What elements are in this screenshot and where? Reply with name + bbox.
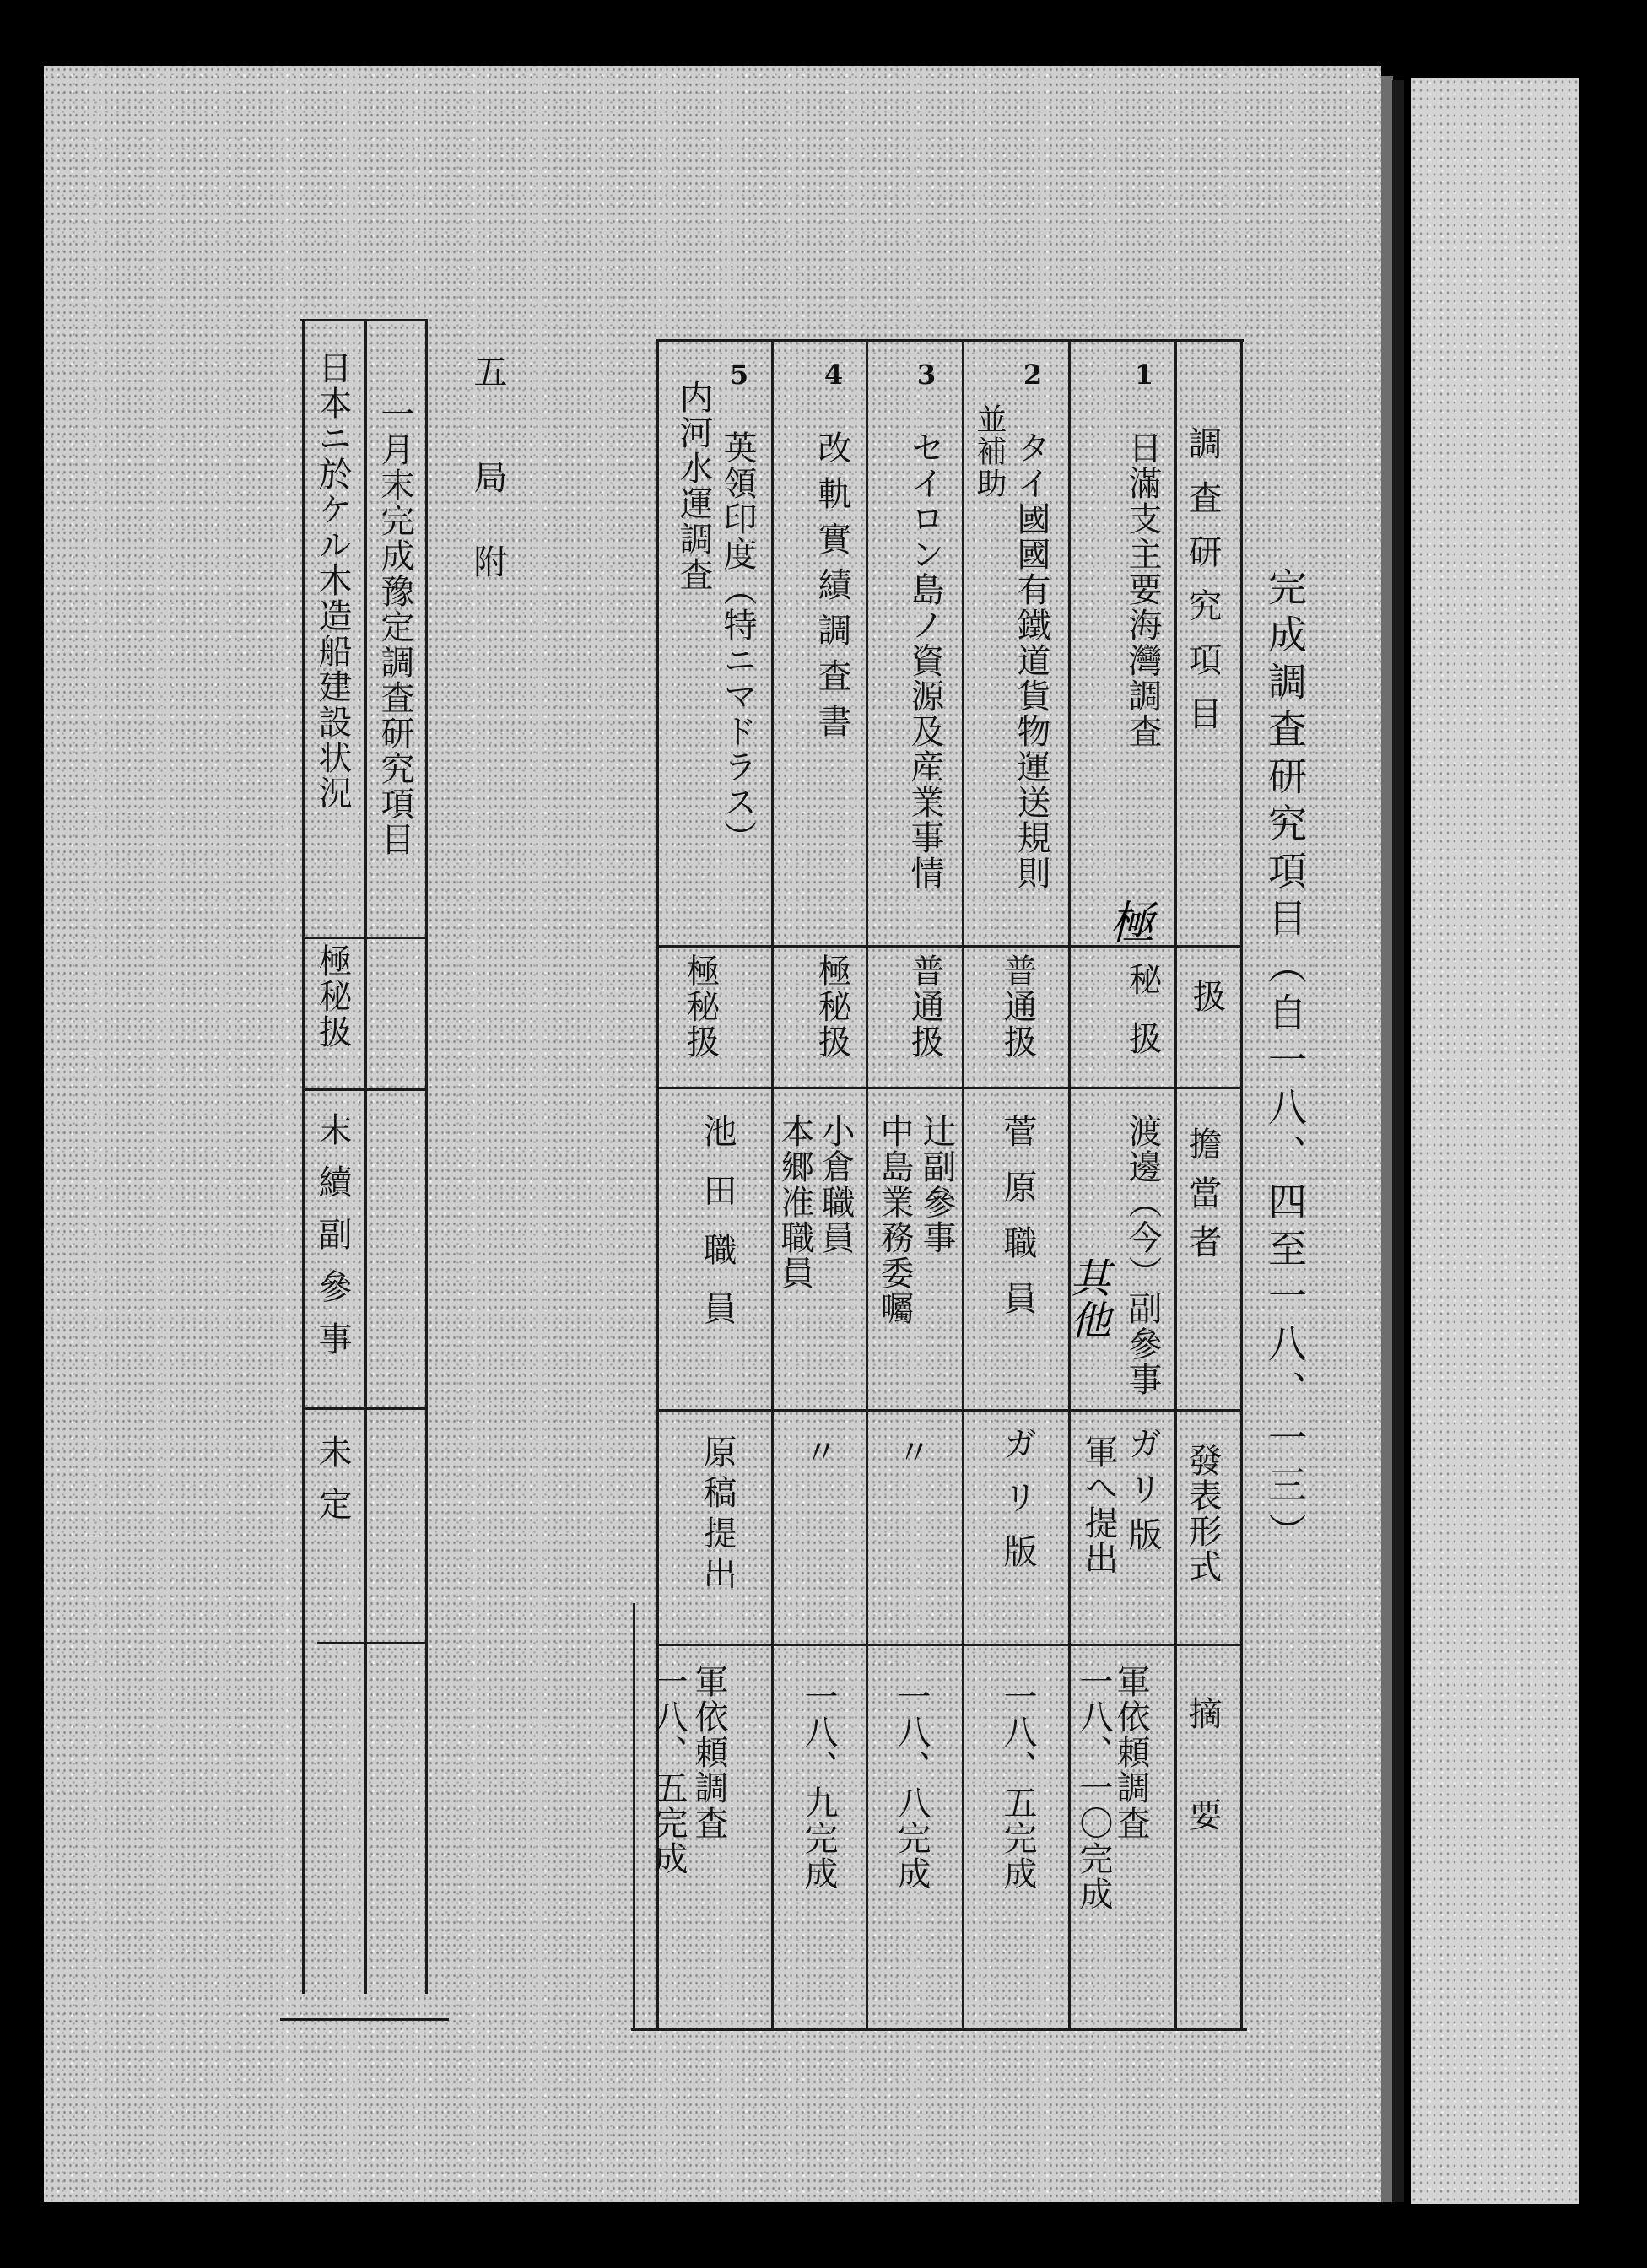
- row-2-item: タイ國國有鐵道貨物運送規則: [1012, 430, 1050, 891]
- section-five-format: 未定: [313, 1434, 352, 1539]
- binding-fold: [1392, 80, 1404, 2202]
- row-3-item: セイロン島ノ資源及産業事情: [905, 430, 944, 891]
- row-4-remarks: 一八、九完成: [799, 1679, 838, 1892]
- left-table-right-border: [425, 319, 428, 1994]
- header-item: 調査研究項目: [1183, 426, 1222, 750]
- row-1-format-line1: ガリ版: [1123, 1426, 1162, 1563]
- left-table-left-border: [302, 319, 305, 1994]
- row-divider-person: [658, 1087, 1242, 1089]
- table-bottom-border: [631, 2028, 1247, 2031]
- row-1-remarks-line2: 一八、一〇完成: [1074, 1664, 1113, 1912]
- row-1-person: 渡邊（今）副參事: [1123, 1114, 1162, 1397]
- row-3-person-extra: 中島業務委囑: [875, 1114, 914, 1326]
- adjacent-page-strip: [1411, 78, 1580, 2204]
- table-top-border: [658, 339, 1244, 342]
- section-five-label: 五: [468, 354, 507, 390]
- row-3-person: 辻副參事: [917, 1114, 956, 1256]
- header-handling: 扱: [1187, 979, 1226, 1014]
- col-line-1: [1174, 339, 1177, 2030]
- row-5-item: 英領印度（特ニマドラス）: [718, 430, 757, 856]
- section-five-label2: 局附: [468, 460, 507, 629]
- col-line-2: [1068, 339, 1071, 2030]
- page-shadow: [1381, 76, 1393, 2202]
- row-2-item-sub: 並補助: [972, 403, 1007, 500]
- row-2-format: ガリ版: [998, 1426, 1037, 1588]
- row-3-handling: 普通扱: [905, 953, 944, 1060]
- row-5-person: 池田職員: [698, 1114, 737, 1350]
- section-five-person: 末續副參事: [313, 1112, 352, 1374]
- row-5-number: 5: [729, 359, 749, 391]
- header-format: 發表形式: [1183, 1443, 1222, 1585]
- col-line-4: [866, 339, 868, 2030]
- row-1-item: 日滿支主要海灣調査: [1123, 430, 1162, 749]
- section-five-item: 日本ニ於ケル木造船建設状況: [313, 350, 352, 811]
- row-5-remarks-line1: 軍依頼調査: [689, 1664, 728, 1841]
- left-table-top-border: [300, 319, 427, 321]
- row-4-handling: 極秘扱: [813, 953, 851, 1060]
- left-table-mid-line: [364, 319, 367, 1994]
- table-left-edge-lower: [633, 1603, 635, 2030]
- row-3-format: 〃: [892, 1434, 931, 1470]
- row-4-person-extra: 本郷准職員: [775, 1114, 814, 1291]
- left-row-divider-4: [317, 1642, 425, 1644]
- row-4-person: 小倉職員: [816, 1114, 855, 1256]
- header-person: 擔當者: [1183, 1126, 1222, 1273]
- left-row-divider-2: [302, 1088, 425, 1091]
- left-table-bottom-border: [280, 2018, 449, 2021]
- left-row-divider-1: [302, 937, 425, 939]
- row-4-number: 4: [824, 359, 844, 391]
- section-five-header: 一月末完成豫定調査研究項目: [375, 397, 414, 857]
- row-4-item: 改軌實績調査書: [813, 430, 851, 749]
- row-5-handling: 極秘扱: [681, 953, 720, 1060]
- row-divider-format: [658, 1409, 1242, 1412]
- col-line-3: [962, 339, 964, 2030]
- row-3-remarks: 一八、八完成: [892, 1679, 931, 1892]
- document-title: 完成調査研究項目（自一八、四至一八、一三）: [1262, 567, 1308, 1559]
- row-3-number: 3: [916, 359, 937, 391]
- row-1-person-extra: 其他: [1063, 1257, 1110, 1342]
- row-1-number: 1: [1134, 359, 1154, 391]
- row-2-person: 菅原職員: [998, 1114, 1037, 1336]
- table-right-border: [1240, 339, 1243, 2030]
- row-5-remarks-line2: 一八、五完成: [649, 1664, 688, 1876]
- row-5-format: 原稿提出: [698, 1434, 737, 1596]
- row-2-number: 2: [1023, 359, 1043, 391]
- row-1-format-line2: 軍へ提出: [1079, 1434, 1118, 1576]
- row-1-secret-stamp: 極: [1102, 899, 1155, 946]
- row-2-remarks: 一八、五完成: [998, 1679, 1037, 1892]
- row-divider-remarks: [658, 1644, 1242, 1646]
- row-4-format: 〃: [799, 1434, 838, 1470]
- left-row-divider-3: [302, 1407, 425, 1410]
- row-1-handling: 秘扱: [1123, 962, 1162, 1080]
- row-1-remarks-line1: 軍依頼調査: [1111, 1664, 1150, 1841]
- row-5-item-sub: 内河水運調査: [674, 380, 713, 592]
- col-line-5: [771, 339, 774, 2030]
- header-remarks: 摘要: [1183, 1696, 1222, 1898]
- row-2-handling: 普通扱: [998, 953, 1037, 1060]
- section-five-handling: 極秘扱: [313, 943, 352, 1050]
